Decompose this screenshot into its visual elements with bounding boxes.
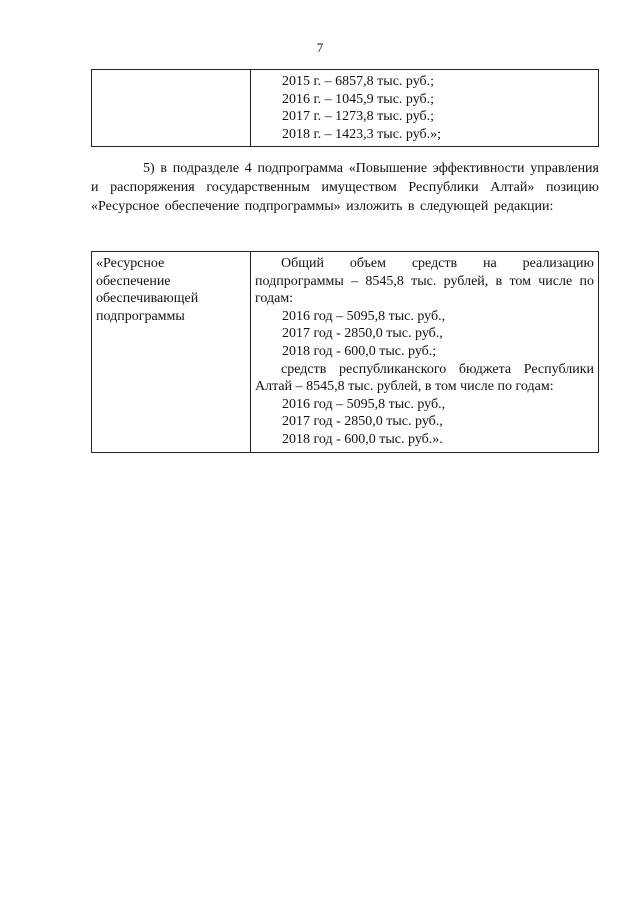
page-number: 7 [316,40,324,55]
position-title-line: «Ресурсное [96,256,165,271]
funding-line-2017: 2017 г. – 1273,8 тыс. руб.; [282,109,435,125]
budget-year-line-2016: 2016 год – 5095,8 тыс. руб., [282,396,446,412]
table-row [92,70,599,147]
funding-line-2015: 2015 г. – 6857,8 тыс. руб.; [282,74,435,89]
table-cell-funding-details [251,252,599,453]
position-title-line: обеспечивающей [96,291,199,307]
budget-year-line-2017: 2017 год - 2850,0 тыс. руб., [282,414,443,430]
amendment-paragraph: 5) в подразделе 4 подпрограмма «Повышение эффективности управления и распоряжения государственным имуществом Республики Алтай» позицию «Ресурсное обеспечение подпрограммы» изложить в следующей редакции: [91,161,599,214]
position-title-line: обеспечение [96,273,171,289]
total-funding-text: Общий объем средств на реализацию подпрограммы – 8545,8 тыс. рублей, в том числе по годам: [255,256,594,307]
budget-funding-text: средств республиканского бюджета Республики Алтай – 8545,8 тыс. рублей, в том числе по годам: [255,361,594,395]
funding-table-continued [91,69,599,147]
position-title-line: подпрограммы [96,308,185,324]
resource-provision-table [91,251,599,453]
funding-line-2018: 2018 г. – 1423,3 тыс. руб.»; [282,126,442,142]
total-year-line-2016: 2016 год – 5095,8 тыс. руб., [282,308,446,324]
budget-year-line-2018: 2018 год - 600,0 тыс. руб.». [282,431,443,447]
table-cell-left-empty [92,70,251,147]
table-cell-funding-years [251,70,599,147]
table-cell-position-title [92,252,251,453]
table-row [92,252,599,453]
total-year-line-2017: 2017 год - 2850,0 тыс. руб., [282,326,443,342]
total-year-line-2018: 2018 год - 600,0 тыс. руб.; [282,343,437,359]
funding-line-2016: 2016 г. – 1045,9 тыс. руб.; [282,91,435,107]
